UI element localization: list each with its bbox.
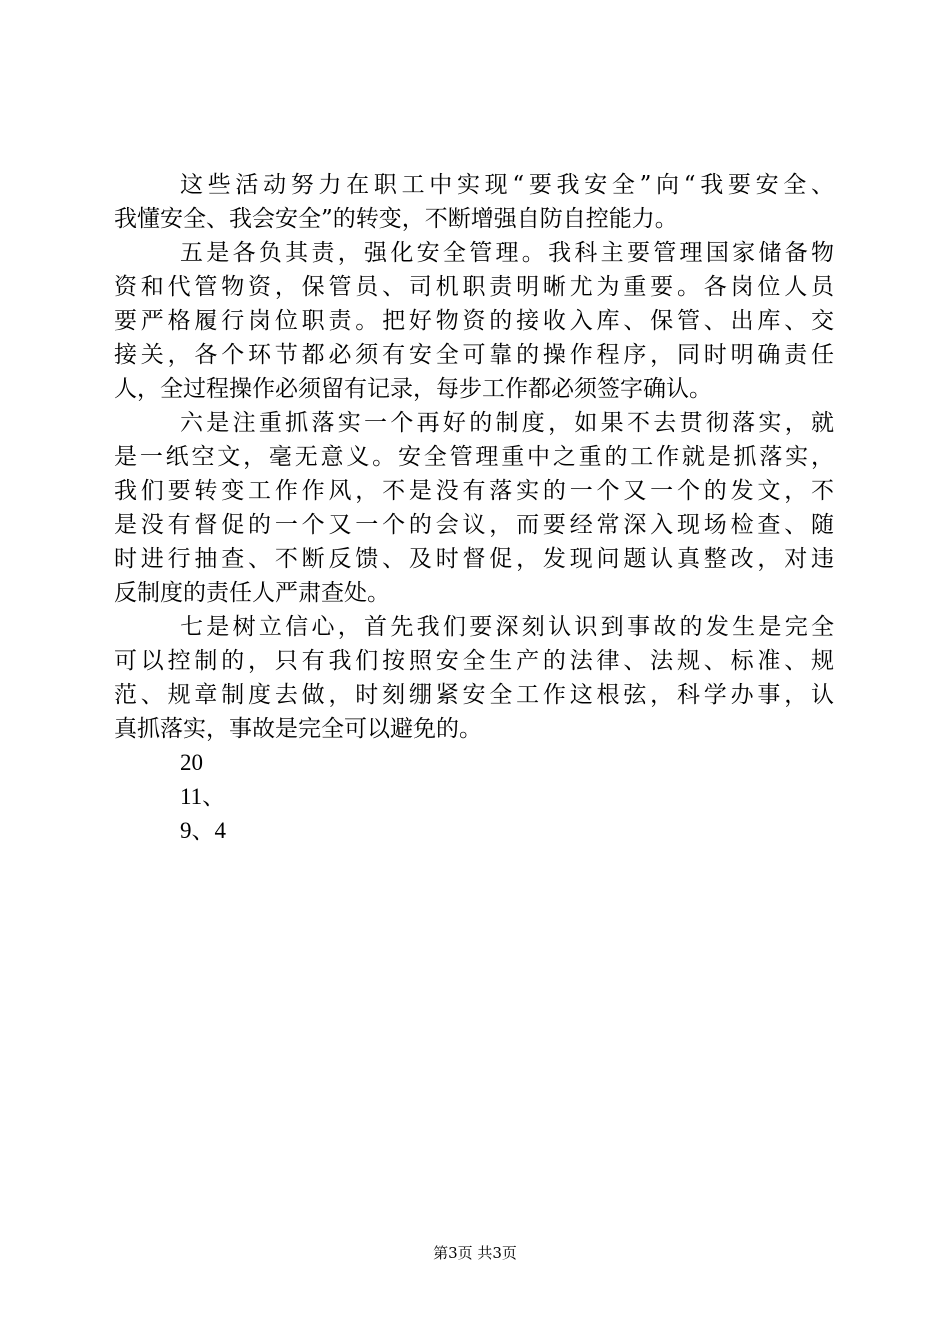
text-line: 要严格履行岗位职责。把好物资的接收入库、保管、出库、交: [114, 308, 834, 334]
page-footer: 第3页 共3页: [433, 1244, 517, 1262]
text-line: 人，全过程操作必须留有记录，每步工作都必须签字确认。: [114, 376, 712, 402]
text-line: 真抓落实，事故是完全可以避免的。: [114, 716, 482, 742]
text-line: 范、规章制度去做，时刻绷紧安全工作这根弦，科学办事，认: [114, 682, 834, 708]
text-line: 五是各负其责，强化安全管理。我科主要管理国家储备物: [180, 240, 834, 266]
text-line: 可以控制的，只有我们按照安全生产的法律、法规、标准、规: [114, 648, 834, 674]
text-line: 我们要转变工作作风，不是没有落实的一个又一个的发文，不: [114, 478, 834, 504]
date-line: 11、: [180, 784, 226, 809]
text-line: 接关，各个环节都必须有安全可靠的操作程序，同时明确责任: [114, 342, 834, 368]
text-line: 六是注重抓落实一个再好的制度，如果不去贯彻落实，就: [180, 410, 834, 436]
text-line: 七是树立信心，首先我们要深刻认识到事故的发生是完全: [180, 614, 834, 640]
text-line: 反制度的责任人严肃查处。: [114, 580, 390, 606]
text-line: 资和代管物资，保管员、司机职责明晰尤为重要。各岗位人员: [114, 274, 834, 300]
document-body: [114, 168, 834, 848]
text-line: 我懂安全、我会安全”的转变，不断增强自防自控能力。: [114, 206, 678, 232]
text-line: 这些活动努力在职工中实现“要我安全”向“我要安全、: [180, 172, 834, 198]
date-line: 9、4: [180, 818, 226, 843]
date-line: 20: [180, 750, 203, 775]
text-line: 是没有督促的一个又一个的会议，而要经常深入现场检查、随: [114, 512, 834, 538]
text-line: 是一纸空文，毫无意义。安全管理重中之重的工作就是抓落实，: [114, 444, 834, 470]
text-line: 时进行抽查、不断反馈、及时督促，发现问题认真整改，对违: [114, 546, 834, 572]
